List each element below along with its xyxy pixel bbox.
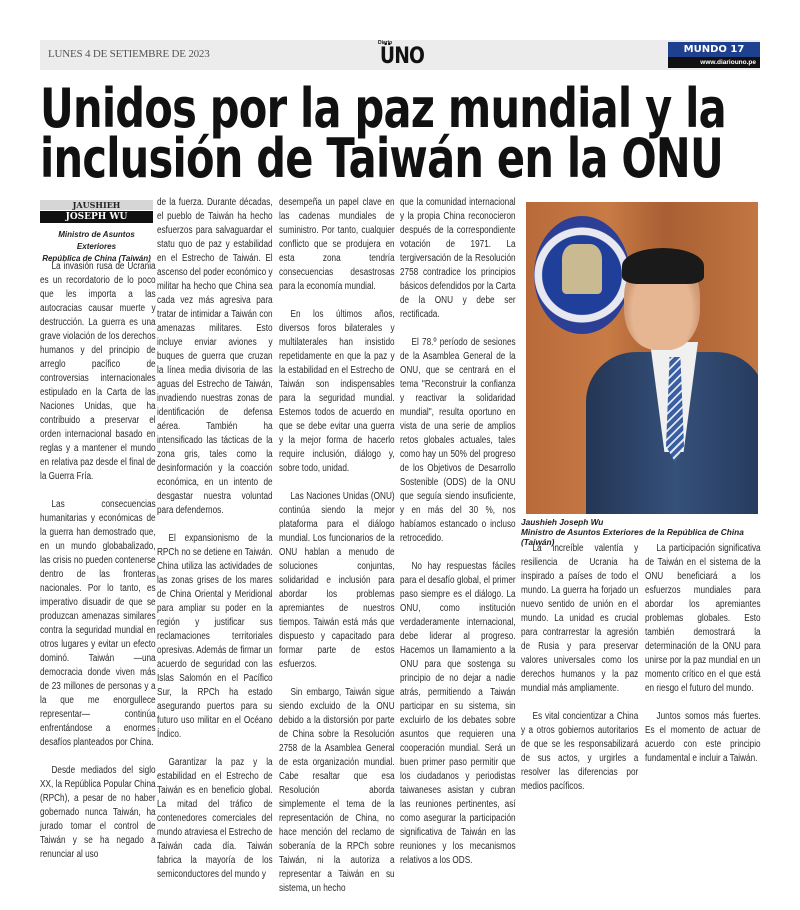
article-paragraph: El 78.º período de sesiones de la Asamblea General de la ONU, que se centrará en el tema "Reconstruir la confianza y reactivar la solidaridad mundial", resulta oportuno en vista de una serie de amplios retos globales actuales, tales como hay un 50% del progreso de los Objetivos de Desarrollo Sostenible (ODS) de la ONU que seguía siendo insuficiente, y en más del 30 %, nos habíamos estancado o incluso retrocedido. (400, 337, 516, 544)
article-paragraph: Las Naciones Unidas (ONU) continúa siendo la mejor plataforma para el diálogo mundial. Los funcionarios de la ONU hablan a menudo de soluciones conjuntas, solidaridad e inclusión para abordar los problemas apremiantes de nuestros tiempos. Taiwán está más que dispuesto y capacitado para formar parte de estos esfuerzos. (279, 491, 395, 670)
article-paragraph: Juntos somos más fuertes. Es el momento de actuar de acuerdo con este principio fundamental e incluir a Taiwán. (645, 711, 761, 764)
headline-line-2: inclusión de Taiwán en la ONU (40, 127, 723, 190)
article-paragraph: El expansionismo de la RPCh no se detiene en Taiwán. China utiliza las actividades de las zonas grises de los mares de China Oriental y Meridional para ampliar su poder en la región y justificar sus reclamaciones territoriales opresivas. Además de firmar un acuerdo de seguridad con las Islas Salomón en el Pacífico Sur, la RPCh ha estado asegurando puertos para su futuro uso militar en el Océano Índico. (157, 533, 273, 740)
logo-small-text: Diario (378, 40, 393, 46)
article-paragraph: La participación significativa de Taiwán en el sistema de la ONU beneficiará a los esfuerzos mundiales para abordar los apremiantes problemas globales. Esto también demostrará la determinación de la ONU para unirse por la paz mundial en un momento crítico en el que está en riesgo el futuro del mundo. (645, 543, 761, 694)
author-first-name: JAUSHIEH (40, 200, 153, 210)
article-paragraph: Sin embargo, Taiwán sigue siendo excluido de la ONU debido a la distorsión por parte de China sobre la Resolución 2758 de la Asamblea General de esta organización mundial. Cabe resaltar que esa Resolución aborda simplemente el tema de la representación de China, no hace mención del reclamo de soberanía de la RPCh sobre Taiwán, ni la autoriza a representar a Taiwán en su sistema, un hecho (279, 687, 395, 894)
issue-date: LUNES 4 DE SETIEMBRE DE 2023 (48, 48, 210, 60)
author-role-line-1: Ministro de Asuntos Exteriores (58, 230, 135, 251)
article-paragraph: que la comunidad internacional y la propia China reconocieron después de la correspondiente votación de 1971. La tergiversación de la Resolución 2758 contradice los principios básicos defendidos por la Carta de la ONU y debe ser rectificada. (400, 197, 516, 320)
article-column-4 (400, 196, 516, 882)
article-column-5 (521, 542, 638, 808)
article-paragraph: Garantizar la paz y la estabilidad en el Estrecho de Taiwán es en beneficio global. La mitad del tráfico de contenedores comerciales del mundo atraviesa el Estrecho de Taiwán cada día. Taiwán fabrica la mayoría de los semiconductores del mundo y (157, 757, 273, 880)
article-paragraph: desempeña un papel clave en las cadenas mundiales de suministro. Por tanto, cualquier conflicto que se produjera en esta zona tendría consecuencias desastrosas para la economía mundial. (279, 197, 395, 292)
caption-name: Jaushieh Joseph Wu (521, 517, 604, 527)
logo-text: ÜNO (379, 44, 425, 69)
headline (40, 77, 760, 190)
article-paragraph: La increíble valentía y resiliencia de Ucrania ha inspirado a países de todo el mundo. La guerra ha forjado un nuevo sentido de unión en el mundo. La unidad es crucial para contrarrestar la agresión de Rusia y para preservar valores universales como los derechos humanos y la paz mundial más ampliamente. (521, 543, 639, 694)
section-page-label: MUNDO 17 (668, 42, 760, 57)
article-column-6 (645, 542, 761, 780)
photo-hair (622, 248, 704, 284)
author-role-line-2: República de China (Taiwán) (42, 254, 151, 263)
article-column-2 (157, 196, 273, 896)
photo-caption (521, 517, 766, 547)
article-paragraph: No hay respuestas fáciles para el desafío global, el primer paso siempre es el diálogo. La ONU, como institución verdaderamente internacional, debe liderar al progreso. Hacemos un llamamiento a la ONU para que sostenga su principio de no dejar a nadie atrás, permitiendo a Taiwán participar en su sistema, sin excluirlo de los debates sobre asuntos que requieren una cooperación mundial. Será un buen primer paso permitir que los ciudadanos y periodistas taiwaneses asistan y cubran las reuniones pertinentes, así como asegurar la participación significativa de Taiwán en las reuniones y los mecanismos relativos a los ODS. (400, 561, 516, 866)
website-link[interactable]: www.diariouno.pe (668, 57, 760, 68)
caption-role: Ministro de Asuntos Exteriores de la República de China (Taiwán) (521, 527, 744, 547)
article-paragraph: Es vital concientizar a China y a otros gobiernos autoritarios de que se les responsabilizará de sus actos, y urgirles a resolver las diferencias por medios pacíficos. (521, 711, 639, 792)
article-paragraph: de la fuerza. Durante décadas, el pueblo de Taiwán ha hecho esfuerzos para salvaguardar el statu quo de paz y estabilidad en el Estrecho de Taiwán. El ascenso del poder económico y militar ha hecho que China sea cada vez más agresiva para tratar de intimidar a Taiwán con amenazas militares. Esto incluye enviar aviones y buques de guerra que cruzan la línea media divisoria de las aguas del Estrecho de Taiwán, invadiendo nuestras zonas de identificación de defensa aérea. También ha intensificado las tácticas de la zona gris, tales como la desinformación y la coacción económica, en un intento de desgastar nuestra voluntad para defendernos. (157, 197, 273, 516)
article-paragraph: En los últimos años, diversos foros bilaterales y multilaterales han insistido repetidamente en que la paz y la estabilidad en el Estrecho de Taiwán son indispensables para la seguridad mundial. Estemos todos de acuerdo en que se debe evitar una guerra y la mejor forma de hacerlo require inclusión, diálogo y, sobre todo, unidad. (279, 309, 395, 474)
article-paragraph: La invasión rusa de Ucrania es un recordatorio de lo poco que les importa a las autocracias causar muerte y destrucción. La guerra es una grave violación de los derechos humanos y del principio de arreglo pacífico de controversias internacionales estipulado en la Carta de las Naciones Unidas, que ha contribuido a preservar el orden internacional basado en reglas y a mantener el mundo en relativa paz desde el final de la Guerra Fría. (40, 261, 156, 482)
headline-line-1: Unidos por la paz mundial y la (40, 77, 726, 140)
author-name: JOSEPH WU (40, 211, 153, 223)
article-column-3 (279, 196, 395, 910)
newspaper-logo[interactable] (374, 40, 430, 70)
author-photo (526, 202, 758, 514)
byline (40, 200, 153, 265)
article-column-1 (40, 260, 156, 876)
article-paragraph: Las consecuencias humanitarias y económicas de la guerra han demostrado que, en un mundo globabalizado, las crisis no pueden contenerse dentro de las fronteras nacionales. Por lo tanto, es imperativo disuadir de que se produzcan amenazas similares contra la seguridad mundial en otros lugares y evitar un efecto dominó. Taiwán —una democracia donde viven más de 23 millones de personas y a la que me enorgullece representar— continúa enfrentándose a enormes desafíos planteados por China. (40, 499, 156, 748)
emblem-seal (534, 216, 630, 334)
article-paragraph: Desde mediados del siglo XX, la República Popular China (RPCh), a pesar de no haber gobernado nunca Taiwán, ha jurado tomar el control de Taiwán y se ha negado a renunciar al uso (40, 765, 156, 860)
